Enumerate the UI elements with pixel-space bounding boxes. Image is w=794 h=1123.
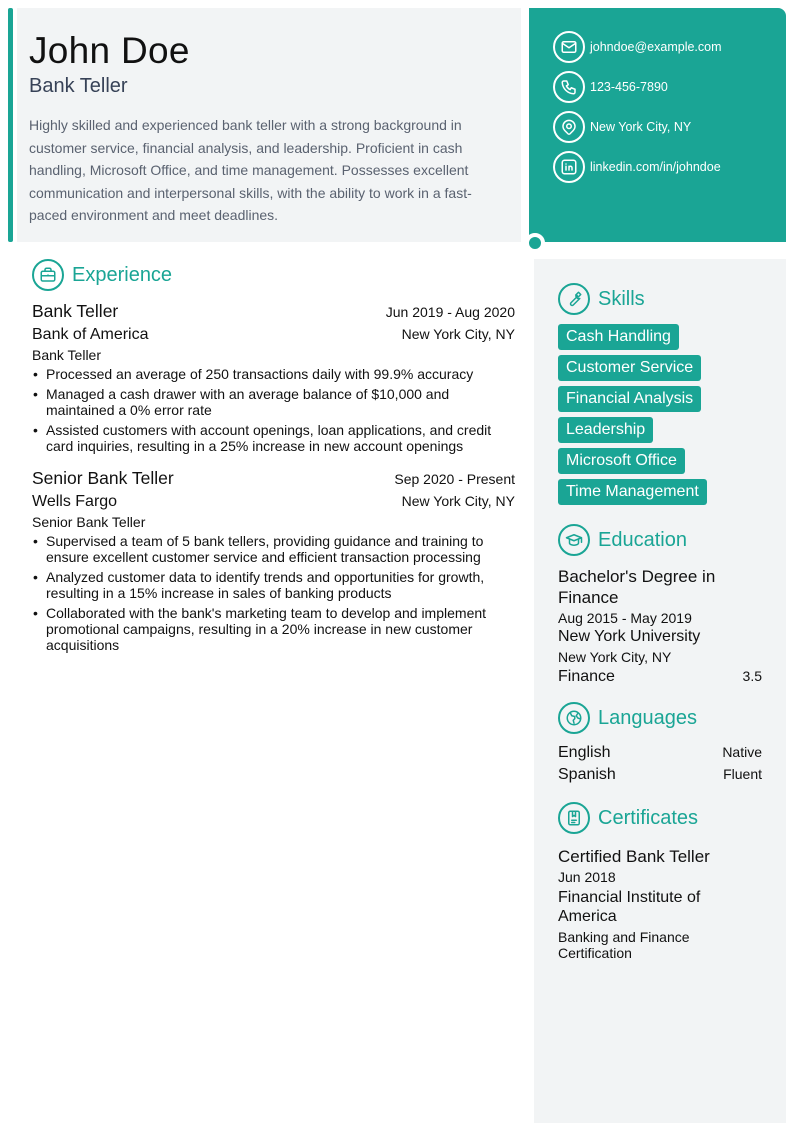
contact-email-text: johndoe@example.com [590, 40, 722, 54]
graduation-cap-icon [558, 524, 590, 556]
language-item [558, 766, 762, 784]
job-bullet: • Processed an average of 250 transactions daily with 99.9% accuracy [32, 366, 515, 382]
skill-tag: Financial Analysis [558, 386, 701, 412]
language-item [558, 744, 762, 762]
language-level: Fluent [723, 766, 762, 782]
decorative-dot [525, 233, 545, 253]
job-role: Senior Bank Teller [32, 514, 146, 530]
skill-tag: Customer Service [558, 355, 701, 381]
job-title: Senior Bank Teller [32, 468, 174, 488]
contact-location [529, 111, 786, 143]
contact-panel [529, 8, 786, 242]
education-location: New York City, NY [558, 649, 672, 665]
briefcase-icon [32, 259, 64, 291]
certificate-date: Jun 2018 [558, 869, 616, 885]
job-entry [32, 301, 515, 454]
sidebar [534, 259, 786, 1123]
job-entry [32, 468, 515, 653]
contact-linkedin-text: linkedin.com/in/johndoe [590, 160, 721, 174]
contact-email[interactable] [529, 31, 786, 63]
education-school: New York University [558, 628, 701, 645]
header-accent-bar [8, 8, 13, 242]
language-level: Native [722, 744, 762, 760]
job-bullets [32, 366, 515, 454]
education-header [558, 524, 762, 556]
education-title: Education [598, 528, 687, 551]
job-bullet: • Managed a cash drawer with an average balance of $10,000 and maintained a 0% error rate [32, 386, 515, 418]
certificate-icon [558, 802, 590, 834]
experience-title: Experience [72, 263, 173, 286]
languages-header [558, 702, 762, 734]
job-title-headline: Bank Teller [29, 75, 128, 97]
education-gpa: 3.5 [742, 668, 762, 684]
job-role: Bank Teller [32, 347, 102, 363]
certificate-name: Certified Bank Teller [558, 847, 710, 866]
map-pin-icon [553, 111, 585, 143]
languages-title: Languages [598, 706, 697, 729]
job-bullet: • Analyzed customer data to identify trends and opportunities for growth, resulting in a 15% increase in sales of banking products [32, 569, 515, 601]
wrench-icon [558, 283, 590, 315]
certificates-header [558, 802, 762, 834]
globe-icon [558, 702, 590, 734]
job-dates: Jun 2019 - Aug 2020 [385, 304, 515, 320]
skill-tag: Leadership [558, 417, 653, 443]
contact-linkedin[interactable] [529, 151, 786, 183]
header-panel [17, 8, 521, 242]
education-degree: Bachelor's Degree in Finance [558, 567, 716, 607]
job-company: Bank of America [32, 326, 149, 343]
education-dates: Aug 2015 - May 2019 [558, 610, 692, 626]
skill-tag: Microsoft Office [558, 448, 685, 474]
job-bullets [32, 533, 515, 653]
job-location: New York City, NY [401, 493, 515, 509]
mail-icon [553, 31, 585, 63]
job-bullet: • Supervised a team of 5 bank tellers, providing guidance and training to ensure excellent customer service and efficient transaction processing [32, 533, 515, 565]
job-company: Wells Fargo [32, 493, 118, 510]
job-dates: Sep 2020 - Present [394, 471, 515, 487]
job-bullet: • Assisted customers with account openings, loan applications, and credit card inquiries, resulting in a 25% increase in new account openings [32, 422, 515, 454]
experience-section [32, 259, 515, 657]
language-name: English [558, 744, 611, 761]
linkedin-icon [553, 151, 585, 183]
person-name: John Doe [29, 30, 190, 71]
phone-icon [553, 71, 585, 103]
education-field: Finance [558, 668, 615, 685]
contact-phone[interactable] [529, 71, 786, 103]
skills-list [558, 324, 762, 510]
skill-tag: Time Management [558, 479, 707, 505]
job-location: New York City, NY [401, 326, 515, 342]
skill-tag: Cash Handling [558, 324, 679, 350]
job-title: Bank Teller [32, 301, 119, 321]
certificate-issuer: Financial Institute of America [558, 889, 701, 925]
job-bullet: • Collaborated with the bank's marketing team to develop and implement promotional campaigns, resulting in a 20% increase in new customer acquisitions [32, 605, 515, 653]
skills-header [558, 283, 762, 315]
certificate-description: Banking and Finance Certification [558, 929, 690, 961]
contact-location-text: New York City, NY [590, 120, 692, 134]
certificates-title: Certificates [598, 806, 699, 829]
skills-title: Skills [598, 287, 645, 310]
experience-header [32, 259, 515, 291]
contact-phone-text: 123-456-7890 [590, 80, 668, 94]
summary-text: Highly skilled and experienced bank teller with a strong background in customer service, financial analysis, and leadership. Proficient in cash handling, Microsoft Office, and time management. Possesses excellent communication and interpersonal skills, with the ability to work in a fast-paced environment and meet deadlines. [29, 117, 472, 224]
language-name: Spanish [558, 766, 616, 783]
